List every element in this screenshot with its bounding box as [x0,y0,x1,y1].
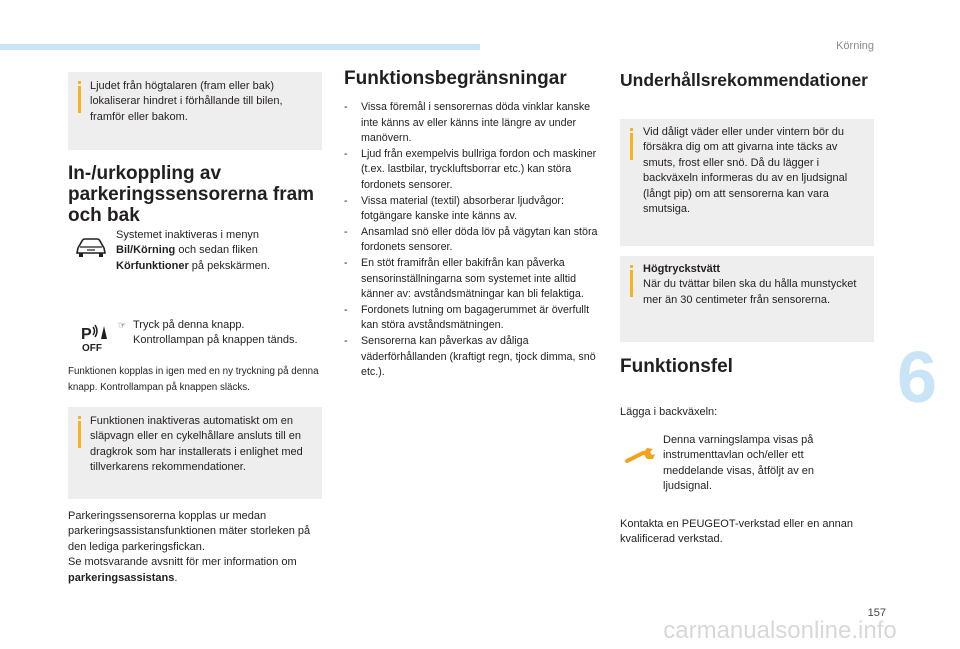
parking-sensor-icon [80,323,110,343]
list-item: - Ljud från exempelvis bullriga fordon och maskiner (t.ex. lastbilar, tryckluftsborrar etc.) kan störa fordonets sensorer. [344,147,602,194]
info-box-trailer [68,407,322,499]
info-icon [630,265,633,297]
menu-instruction: Systemet inaktiveras i menyn Bil/Körning och sedan fliken Körfunktioner på pekskärmen. [116,229,271,272]
section-heading-limitations: Funktionsbegränsningar [344,68,567,89]
list-item: - Sensorerna kan påverkas av dåliga väderförhållanden (kraftigt regn, tjock dimma, snö etc.). [344,334,602,381]
info-icon [78,416,81,448]
info-text: Funktionen inaktiveras automatiskt om en släpvagn eller en cykelhållare ansluts till en dragkrok som har installerats i enlighet med tillverkarens rekommendationer. [90,415,303,474]
header-accent-bar [0,44,480,50]
info-box-pressure-wash [620,256,874,342]
list-item: - Vissa föremål i sensorernas döda vinklar kanske inte känns av eller känns inte längre av under manövern. [344,100,602,147]
section-title: Körning [836,40,874,52]
svg-text:P: P [81,326,92,343]
info-box-speaker [68,72,322,150]
chapter-tab [897,336,960,436]
off-label: OFF [82,343,102,354]
parking-sensor-button-icon [80,323,110,357]
watermark: carmanualsonline.info [663,617,897,644]
limitations-list [344,100,602,381]
section-heading-malfunction: Funktionsfel [620,356,733,377]
list-item: - Ansamlad snö eller döda löv på vägytan kan störa fordonets sensorer. [344,225,602,256]
list-item: - Vissa material (textil) absorberar ljudvågor: fotgängare kanske inte känns av. [344,194,602,225]
info-icon [630,128,633,160]
reverse-gear-text: Lägga i backväxeln: [620,406,718,418]
button-instruction: ☞ Tryck på denna knapp. Kontrollampan på knappen tänds. [118,319,298,347]
info-text: Vid dåligt väder eller under vintern bör du försäkra dig om att givarna inte täcks av smuts, frost eller snö. Då du lägger i backväxeln informeras du av en ljudsignal (långt pip) om att sensorerna kan vara smutsiga. [643,126,848,216]
contact-workshop: Kontakta en PEUGEOT-verkstad eller en annan kvalificerad verkstad. [620,518,853,546]
page-number: 157 [867,607,886,619]
list-item: - Fordonets lutning om bagagerummet är överfullt kan störa avståndsmätningen. [344,303,602,334]
chapter-number: 6 [897,338,938,418]
info-icon [78,81,81,113]
warning-lamp-icon [625,445,657,465]
warning-description: Denna varningslampa visas på instrumenttavlan och/eller ett meddelande visas, åtföljt av en ljudsignal. [663,434,815,493]
parking-assist-paragraph: Parkeringssensorerna kopplas ur medan parkeringsassistansfunktionen mäter storleken på den lediga parkeringsfickan. Se motsvarande avsnitt för mer information om parkeringsassistans. [68,510,311,584]
reactivation-note: Funktionen kopplas in igen med en ny tryckning på denna knapp. Kontrollampan på knappen släcks. [68,366,319,393]
section-heading-toggle: In-/urkoppling av parkeringssensorerna fram och bak [68,163,315,226]
info-box-weather [620,119,874,246]
list-item: - En stöt framifrån eller bakifrån kan påverka sensorinställningarna som systemet inte alltid känner av: avståndsmätningar kan bli felaktiga. [344,256,602,303]
info-title: Högtryckstvätt [643,263,721,275]
car-icon [74,236,108,260]
section-heading-maintenance: Underhållsrekommendationer [620,70,868,90]
info-text: Ljudet från högtalaren (fram eller bak) lokaliserar hindret i förhållande till bilen, framför eller bakom. [90,80,283,123]
info-text: Högtryckstvätt När du tvättar bilen ska du hålla munstycket mer än 30 centimeter från sensorerna. [643,263,857,306]
